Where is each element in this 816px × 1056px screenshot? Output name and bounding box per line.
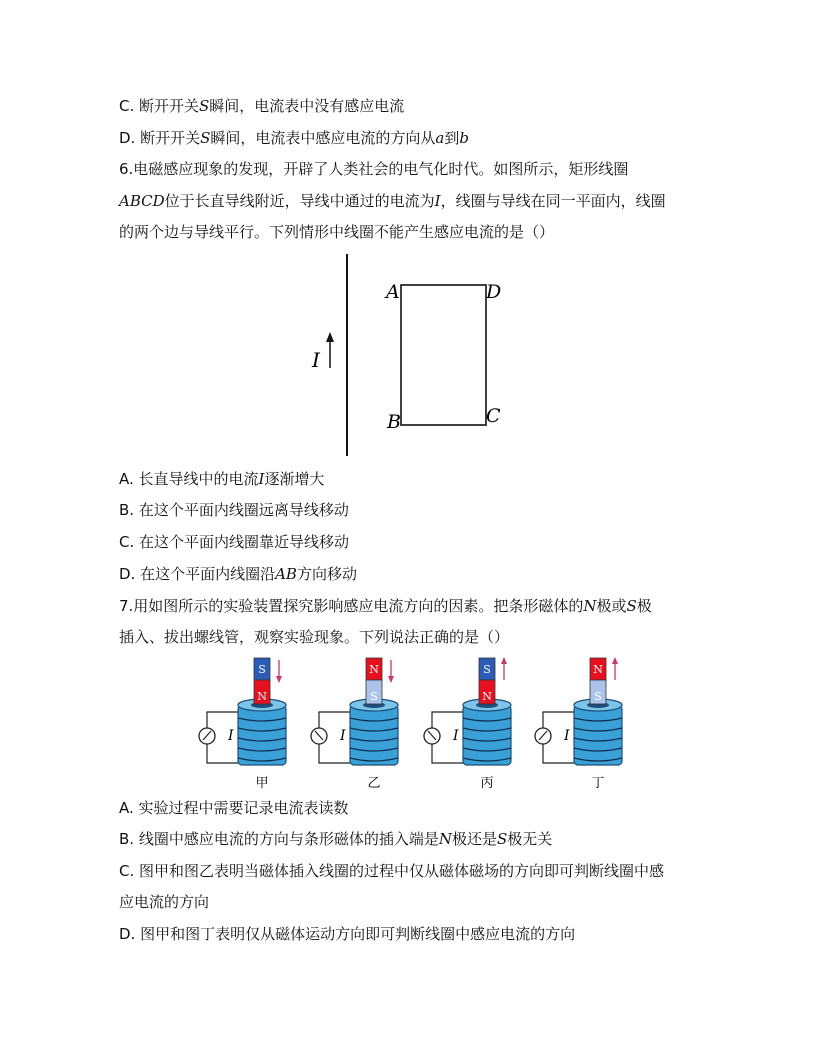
q7-option-c-line2: 应电流的方向	[119, 893, 210, 911]
q6-option-c: C. 在这个平面内线圈靠近导线移动	[119, 533, 350, 551]
figure-caption: 丙	[480, 776, 494, 791]
figure-3	[424, 657, 511, 791]
q6-stem-line1: 6.电磁感应现象的发现，开辟了人类社会的电气化时代。如图所示，矩形线圈	[119, 160, 629, 178]
q5-option-c: C. 断开开关S瞬间，电流表中没有感应电流	[119, 97, 405, 115]
magnet-bottom-pole: S	[594, 690, 602, 703]
magnet-bottom-pole: S	[370, 690, 378, 703]
q6-option-b: B. 在这个平面内线圈远离导线移动	[119, 501, 349, 519]
q6-option-d: D. 在这个平面内线圈沿AB方向移动	[119, 565, 357, 583]
solenoid-body	[350, 705, 398, 765]
q7-stem-line2: 插入、拔出螺线管，观察实验现象。下列说法正确的是（）	[119, 628, 510, 646]
q6-stem-line2: ABCD位于长直导线附近，导线中通过的电流为I，线圈与导线在同一平面内，线圈	[119, 192, 666, 210]
motion-arrow-head	[501, 657, 507, 664]
solenoid-body	[463, 705, 511, 765]
motion-arrow-head	[612, 657, 618, 664]
q7-option-c-line1: C. 图甲和图乙表明当磁体插入线圈的过程中仅从磁体磁场的方向即可判断线圈中感	[119, 862, 665, 880]
magnet-top-pole: N	[593, 663, 603, 676]
current-label: I	[453, 728, 459, 744]
q7-option-a: A. 实验过程中需要记录电流表读数	[119, 799, 349, 817]
current-label: I	[312, 348, 320, 372]
figure-caption: 丁	[591, 776, 605, 791]
motion-arrow-head	[388, 676, 394, 683]
magnet-bottom-pole: N	[482, 690, 492, 703]
figure-4	[535, 657, 622, 791]
vertex-c: C	[486, 405, 501, 427]
magnet-top-pole: N	[369, 663, 379, 676]
q6-figure	[300, 250, 530, 460]
magnet-top-pole: S	[483, 663, 491, 676]
magnet-bottom-pole: N	[257, 690, 267, 703]
rect-coil	[401, 285, 486, 425]
figure-caption: 乙	[367, 776, 381, 791]
solenoid-body	[238, 705, 286, 765]
figure-2	[311, 658, 398, 791]
current-label: I	[228, 728, 234, 744]
q7-figures	[0, 650, 816, 795]
current-label: I	[340, 728, 346, 744]
q6-stem-line3: 的两个边与导线平行。下列情形中线圈不能产生感应电流的是（）	[119, 223, 555, 241]
vertex-d: D	[486, 281, 502, 303]
current-label: I	[564, 728, 570, 744]
solenoid-body	[574, 705, 622, 765]
q7-option-d: D. 图甲和图丁表明仅从磁体运动方向即可判断线圈中感应电流的方向	[119, 925, 576, 943]
current-arrow-head	[326, 332, 334, 342]
figure-1	[199, 658, 286, 791]
q7-stem-line1: 7.用如图所示的实验装置探究影响感应电流方向的因素。把条形磁体的N极或S极	[119, 597, 652, 615]
q7-option-b: B. 线圈中感应电流的方向与条形磁体的插入端是N极还是S极无关	[119, 830, 553, 848]
figure-caption: 甲	[255, 776, 269, 791]
magnet-top-pole: S	[258, 663, 266, 676]
q6-option-a: A. 长直导线中的电流I逐渐增大	[119, 470, 325, 488]
motion-arrow-head	[276, 676, 282, 683]
vertex-b: B	[387, 411, 401, 433]
q5-option-d: D. 断开开关S瞬间，电流表中感应电流的方向从a到b	[119, 129, 469, 147]
vertex-a: A	[386, 281, 400, 303]
